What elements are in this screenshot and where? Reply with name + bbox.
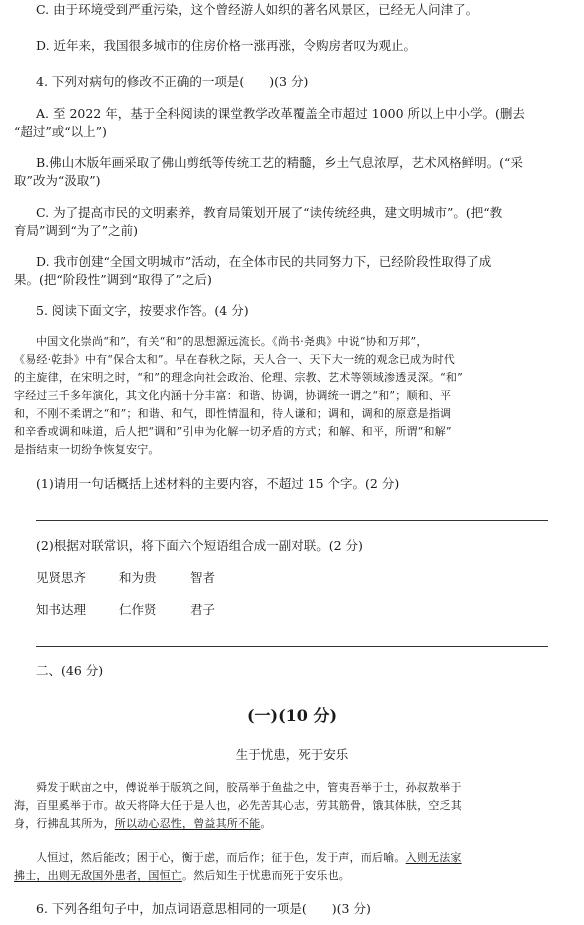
- part-two-heading: 二、(46 分): [36, 663, 104, 678]
- text-segment: 身，行拂乱其所为，: [14, 817, 115, 830]
- passage-title: 生于忧患，死于安乐: [235, 747, 349, 762]
- classical-text-line5: [14, 868, 350, 883]
- phrase-item: 知书达理: [36, 602, 87, 617]
- underlined-sentence: 入则无法家: [405, 851, 462, 864]
- q5-passage-line7: 是指结束一切纷争恢复安宁。: [14, 443, 160, 456]
- text-segment: 人恒过，然后能改；困于心，衡于虑，而后作；征于色，发于声，而后喻。: [36, 851, 406, 864]
- q5-passage-line6: 和辛香或调和味道，后人把“调和”引申为化解一切矛盾的方式；和解、和平，所谓“和解”: [14, 425, 452, 438]
- q5-passage-line3: 的主旋律，在宋明之时，“和”的理念向社会政治、伦理、宗教、艺术等领域渗透灵深。“和”: [14, 371, 463, 384]
- q5-subquestion-2: (2)根据对联常识，将下面六个短语组合成一副对联。(2 分): [36, 538, 363, 553]
- q5-subquestion-1: (1)请用一句话概括上述材料的主要内容，不超过 15 个字。(2 分): [36, 476, 400, 491]
- phrase-item: 君子: [190, 602, 216, 617]
- phrase-item: 仁作贤: [119, 602, 157, 617]
- text-segment: 。然后知生于忧患而死于安乐也。: [182, 869, 350, 882]
- phrase-item: 见贤思齐: [36, 570, 87, 585]
- q5-passage-line1: 中国文化崇尚“和”，有关“和”的思想源远流长。《尚书·尧典》中说“协和万邦”，: [36, 335, 428, 348]
- q3-option-d: D. 近年来，我国很多城市的住房价格一涨再涨，令购房者叹为观止。: [36, 38, 417, 53]
- classical-text-line3: [14, 816, 272, 831]
- q4-option-b-line1: B.佛山木版年画采取了佛山剪纸等传统工艺的精髓，乡土气息浓厚，艺术风格鲜明。(“采: [36, 155, 523, 170]
- q5-passage-line2: 《易经·乾卦》中有“保合太和”。早在春秋之际，天人合一、天下大一统的观念已成为时代: [14, 353, 455, 366]
- q4-option-c-line1: C. 为了提高市民的文明素养，教育局策划开展了“读传统经典，建文明城市”。(把“教: [36, 205, 503, 220]
- phrase-item: 和为贵: [119, 570, 157, 585]
- q3-option-c: C. 由于环境受到严重污染，这个曾经游人如织的著名风景区，已经无人问津了。: [36, 2, 479, 17]
- q6-stem: 6. 下列各组句子中，加点词语意思相同的一项是( )(3 分): [36, 901, 371, 916]
- classical-text-line4: [36, 850, 462, 865]
- q4-option-a-line1: A. 至 2022 年，基于全科阅读的课堂教学改革覆盖全市超过 1000 所以上中小学。(删去: [36, 106, 525, 121]
- q5-stem: 5. 阅读下面文字，按要求作答。(4 分): [36, 303, 249, 318]
- answer-line-2[interactable]: [36, 646, 548, 647]
- classical-text-line2: 海，百里奚举于市。故天将降大任于是人也，必先苦其心志，劳其筋骨，饿其体肤，空乏其: [14, 799, 462, 812]
- phrase-item: 智者: [190, 570, 216, 585]
- underlined-sentence: 拂士，出则无敌国外患者，国恒亡: [14, 869, 182, 882]
- q4-stem: 4. 下列对病句的修改不正确的一项是( )(3 分): [36, 74, 309, 89]
- q4-option-b-line2: 取”改为“汲取”): [14, 173, 101, 188]
- q4-option-d-line2: 果。(把“阶段性”调到“取得了”之后): [14, 272, 212, 287]
- q4-option-a-line2: “超过”或“以上”): [14, 124, 107, 139]
- q4-option-c-line2: 育局”调到“为了”之前): [14, 223, 139, 238]
- q5-passage-line5: 和，不刚不柔谓之“和”；和谐、和气，即性情温和，待人谦和；调和，调和的原意是指调: [14, 407, 452, 420]
- section-title: (一)(10 分): [246, 706, 338, 725]
- text-segment: 。: [260, 817, 272, 830]
- answer-line-1[interactable]: [36, 520, 548, 521]
- classical-text-line1: 舜发于畎亩之中，傅说举于版筑之间，胶鬲举于鱼盐之中，管夷吾举于士，孙叔敖举于: [36, 781, 462, 794]
- underlined-sentence: 所以动心忍性，曾益其所不能: [114, 817, 261, 830]
- q4-option-d-line1: D. 我市创建“全国文明城市”活动，在全体市民的共同努力下，已经阶段性取得了成: [36, 254, 492, 269]
- q5-passage-line4: 字经过三千多年演化，其文化内涵十分丰富：和谐、协调，协调统一谓之“和”；顺和、平: [14, 389, 452, 402]
